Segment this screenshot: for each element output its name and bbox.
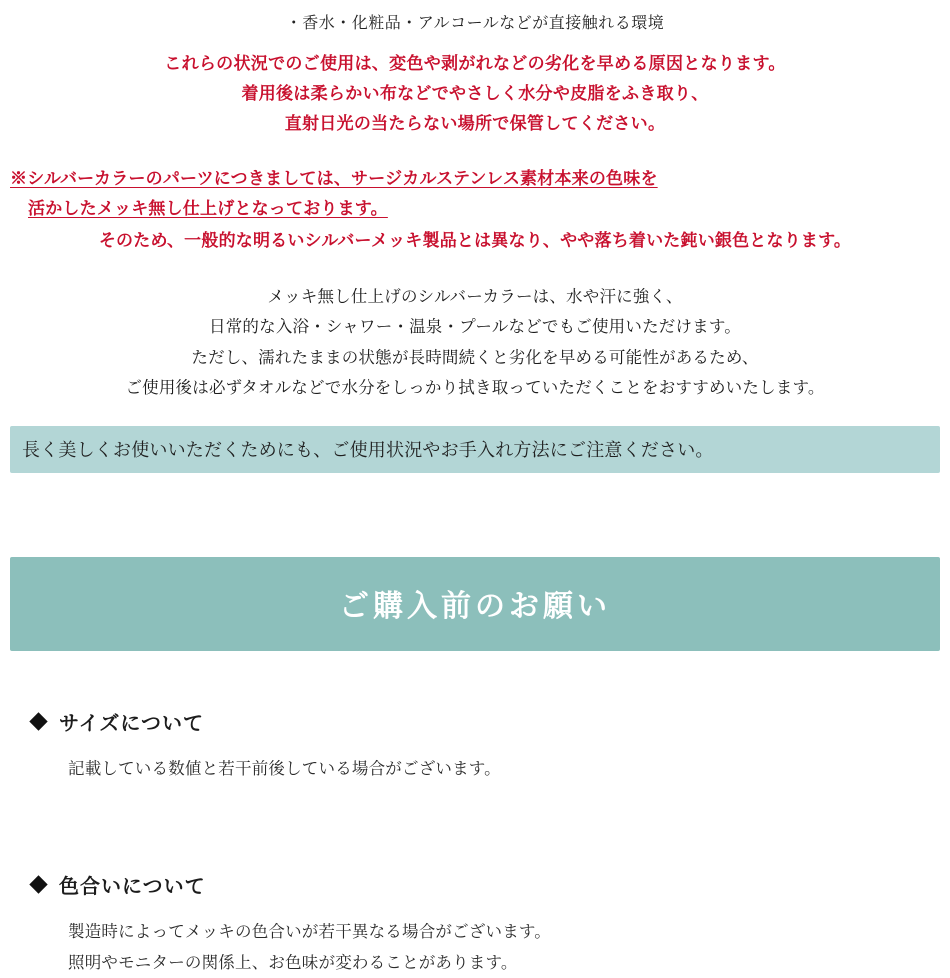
silver-note-line-1: ※シルバーカラーのパーツにつきましては、サージカルステンレス素材本来の色味を	[10, 169, 658, 189]
warning-line-1: これらの状況でのご使用は、変色や剥がれなどの劣化を早める原因となります。	[164, 54, 786, 73]
notice-item-size-body: 記載している数値と若干前後している場合がございます。	[68, 759, 501, 778]
care-line-2: 日常的な入浴・シャワー・温泉・プールなどでもご使用いただけます。	[209, 318, 741, 337]
notice-item-size	[0, 707, 950, 785]
warning-line-2: 着用後は柔らかい布などでやさしく水分や皮脂をふき取り、	[241, 83, 709, 103]
silver-note-line-3: そのため、一般的な明るいシルバーメッキ製品とは異なり、やや落ち着いた鈍い銀色となります。	[98, 230, 852, 250]
notice-item-color	[0, 870, 950, 978]
notice-item-size-title: サイズについて	[32, 707, 950, 736]
section-header-purchase-request: ご購入前のお願い	[10, 557, 940, 651]
silver-color-note	[0, 164, 950, 255]
diamond-bullet-icon	[29, 875, 47, 893]
care-instructions	[0, 282, 950, 404]
care-line-1: メッキ無し仕上げのシルバーカラーは、水や汗に強く、	[267, 287, 683, 306]
highlight-banner: 長く美しくお使いいただくためにも、ご使用状況やお手入れ方法にご注意ください。	[10, 426, 940, 473]
diamond-bullet-icon	[29, 712, 47, 730]
care-line-3: ただし、濡れたままの状態が長時間続くと劣化を早める可能性があるため、	[191, 348, 759, 367]
silver-note-line-2: 活かしたメッキ無し仕上げとなっております。	[28, 199, 388, 218]
warning-block	[0, 49, 950, 138]
notice-item-color-title: 色合いについて	[32, 870, 950, 899]
warning-line-3: 直射日光の当たらない場所で保管してください。	[284, 113, 666, 133]
notice-item-color-body: 製造時によってメッキの色合いが若干異なる場合がございます。 照明やモニターの関係上、お色味が変わることがあります。	[68, 923, 551, 972]
top-note-text: ・香水・化粧品・アルコールなどが直接触れる環境	[285, 15, 665, 32]
care-line-4: ご使用後は必ずタオルなどで水分をしっかり拭き取っていただくことをおすすめいたします。	[125, 379, 825, 398]
